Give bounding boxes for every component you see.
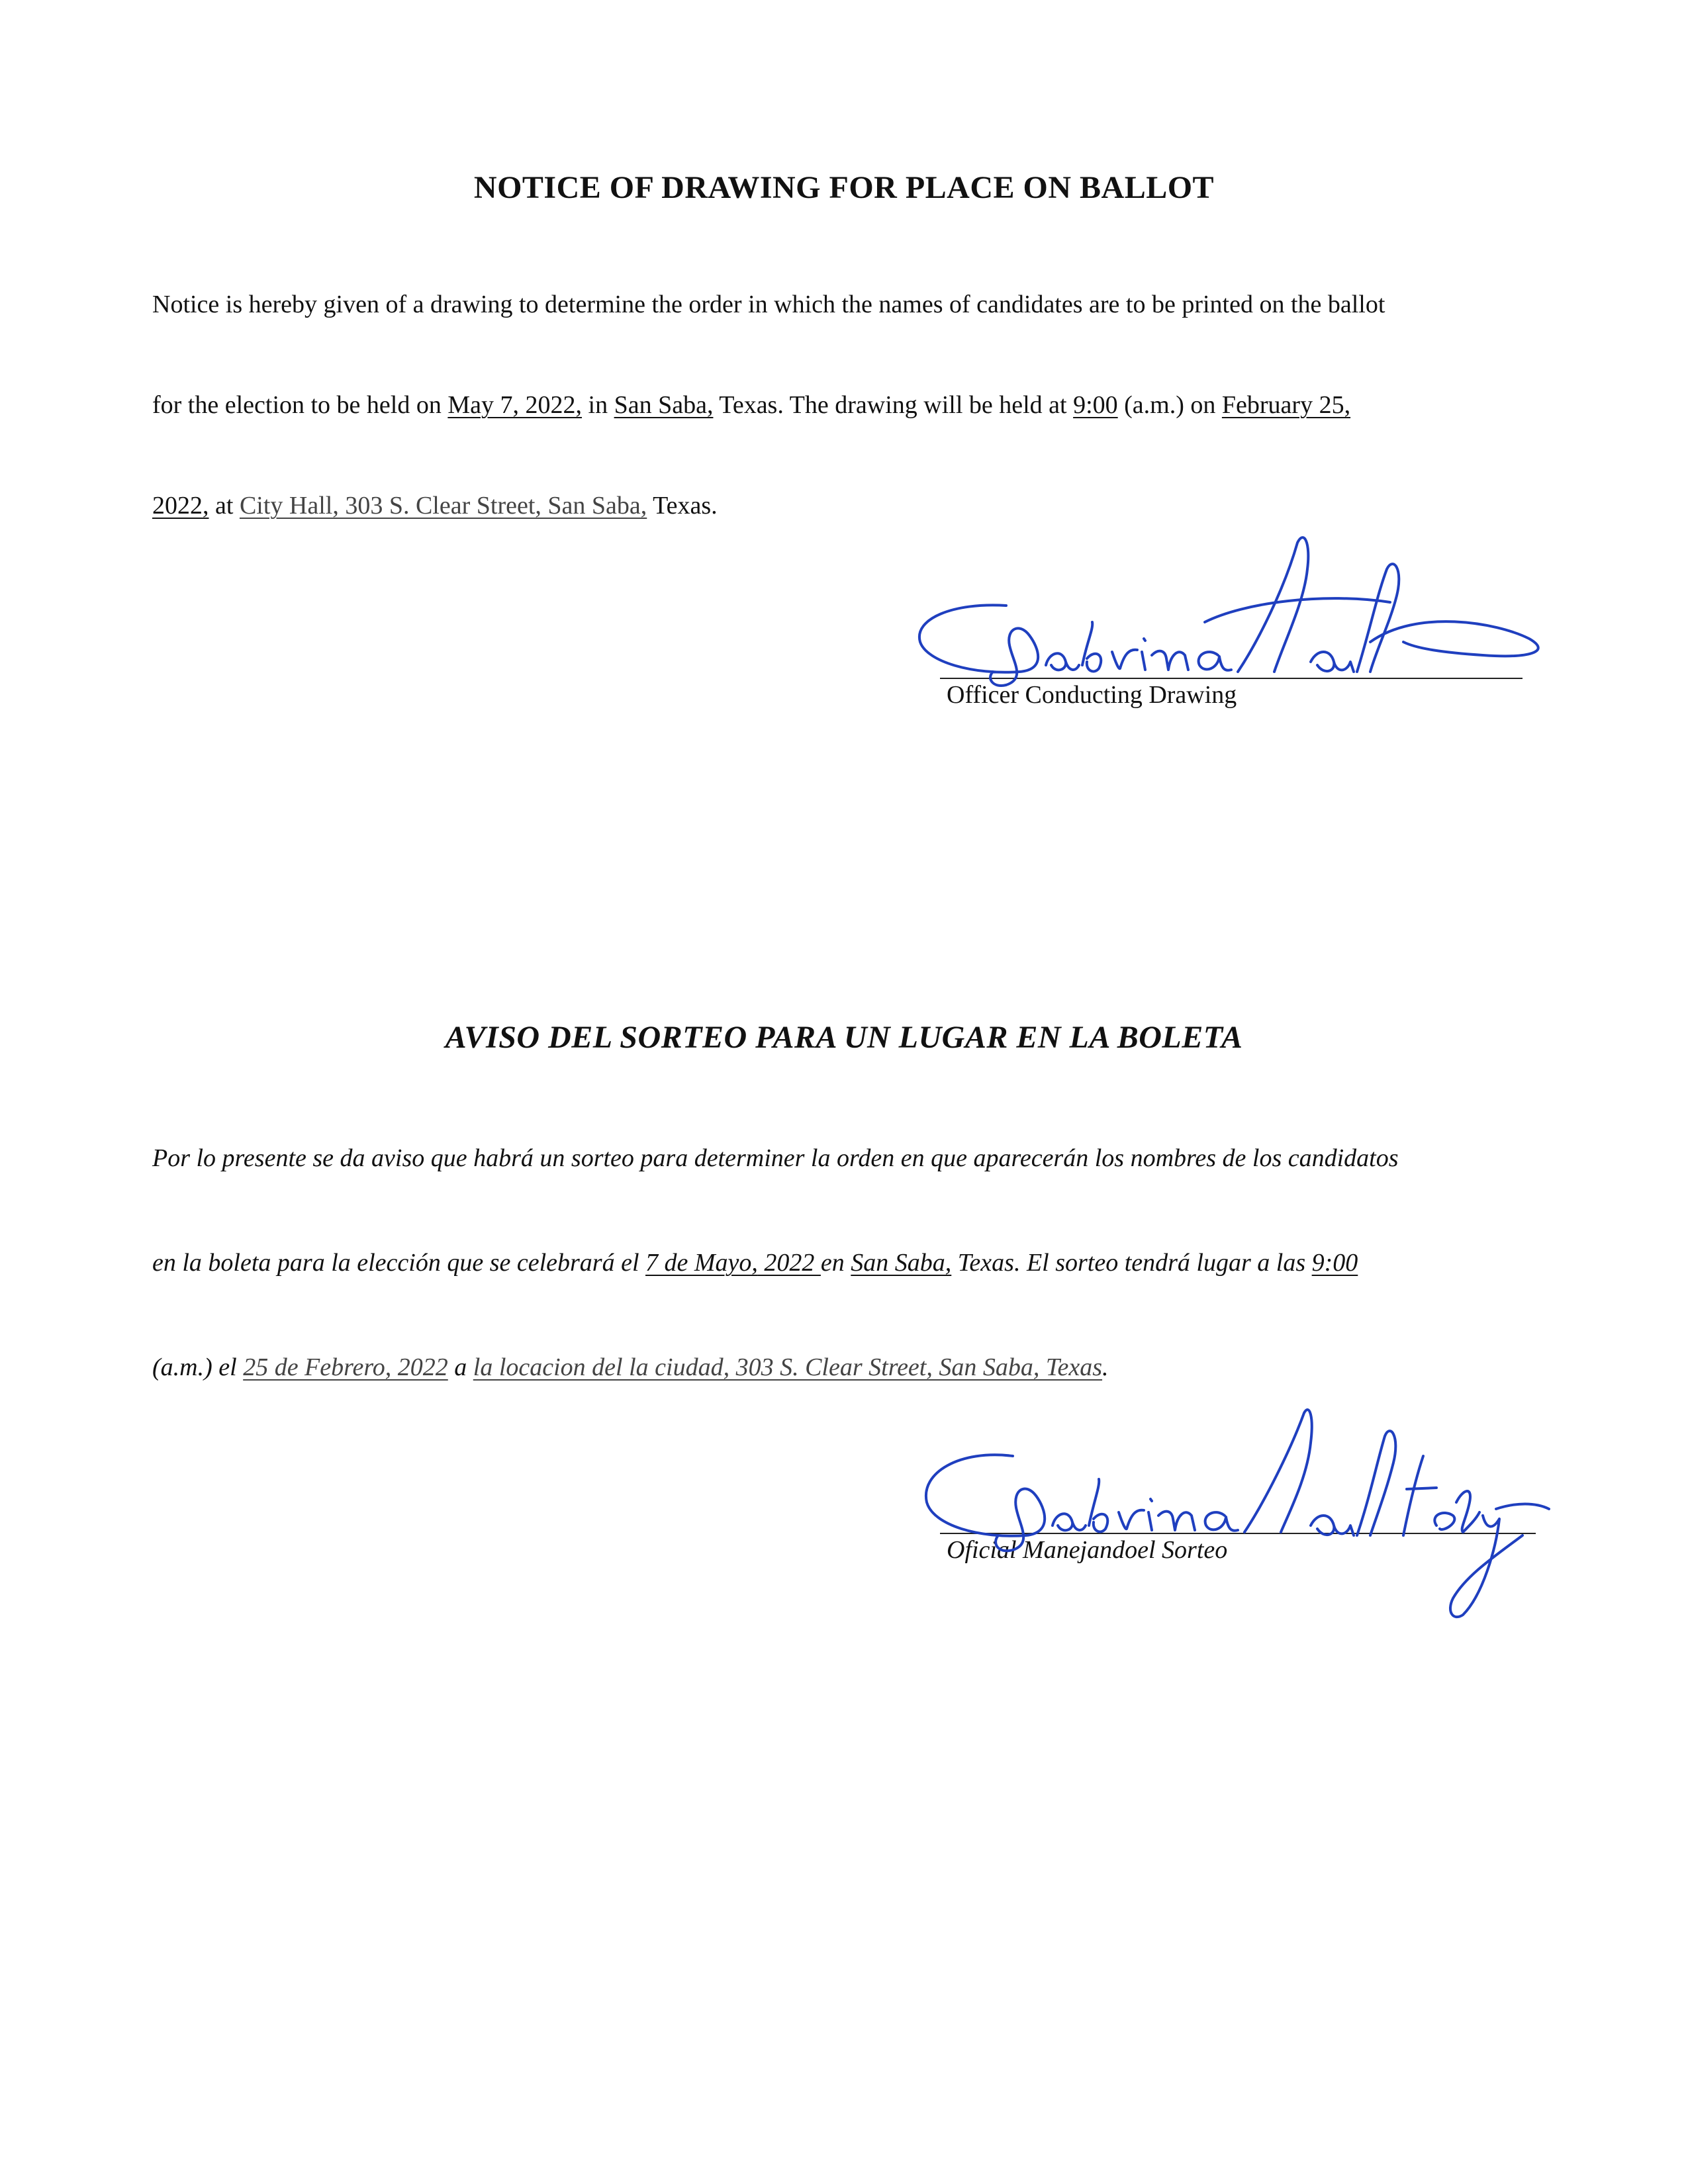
- spanish-paragraph-line-1: [152, 1144, 1399, 1173]
- english-drawing-date-part-2: 2022,: [152, 492, 209, 520]
- english-line-2-text-b: in: [582, 391, 614, 419]
- english-paragraph-line-1: [152, 290, 1385, 319]
- english-title: NOTICE OF DRAWING FOR PLACE ON BALLOT: [473, 170, 1215, 205]
- spanish-location: la locacion del la ciudad, 303 S. Clear Street, San Saba, Texas: [473, 1353, 1103, 1381]
- spanish-line-3-text-a: (a.m.) el: [152, 1353, 244, 1381]
- english-location: City Hall, 303 S. Clear Street, San Saba,: [239, 492, 647, 520]
- spanish-paragraph-line-2: [152, 1248, 1358, 1277]
- spanish-paragraph-line-3: [152, 1353, 1109, 1382]
- english-paragraph-line-3: [152, 491, 718, 520]
- spanish-title: AVISO DEL SORTEO PARA UN LUGAR EN LA BOLETA: [445, 1020, 1243, 1055]
- english-time: 9:00: [1073, 391, 1118, 419]
- english-signature-caption: Officer Conducting Drawing: [947, 681, 1237, 709]
- spanish-line-1-text: Por lo presente se da aviso que habrá un sorteo para determiner la orden en que aparecerán los nombres de los candidatos: [152, 1144, 1399, 1172]
- spanish-line-2-text-c: Texas. El sorteo tendrá lugar a las: [951, 1249, 1312, 1277]
- spanish-signature-image: [914, 1403, 1562, 1628]
- spanish-signature-caption: Oficial Manejandoel Sorteo: [947, 1536, 1228, 1564]
- english-drawing-date-part-1: February 25,: [1221, 391, 1351, 419]
- english-paragraph-line-2: [152, 390, 1350, 420]
- spanish-line-2-text-a: en la boleta para la elección que se celebrará el: [152, 1249, 646, 1277]
- english-line-1-text: Notice is hereby given of a drawing to determine the order in which the names of candidates are to be printed on the ballot: [152, 291, 1385, 318]
- spanish-line-2-text-b: en: [820, 1249, 851, 1277]
- english-line-2-text-c: Texas. The drawing will be held at: [713, 391, 1074, 419]
- spanish-line-3-text-c: .: [1102, 1353, 1109, 1381]
- spanish-line-3-text-b: a: [447, 1353, 473, 1381]
- english-line-2-text-d: (a.m.) on: [1117, 391, 1222, 419]
- spanish-time: 9:00: [1311, 1249, 1358, 1277]
- english-line-3-text-a: at: [209, 492, 240, 520]
- english-line-2-text-a: for the election to be held on: [152, 391, 448, 419]
- english-election-date: May 7, 2022,: [447, 391, 583, 419]
- english-city: San Saba,: [614, 391, 714, 419]
- english-line-3-text-b: Texas.: [647, 492, 718, 520]
- spanish-election-date-a: 7 de Mayo,: [645, 1249, 758, 1277]
- spanish-drawing-date: 25 de Febrero, 2022: [243, 1353, 448, 1381]
- english-signature-image: [914, 529, 1549, 702]
- spanish-election-date-b: 2022: [757, 1249, 821, 1277]
- spanish-city: San Saba,: [851, 1249, 952, 1277]
